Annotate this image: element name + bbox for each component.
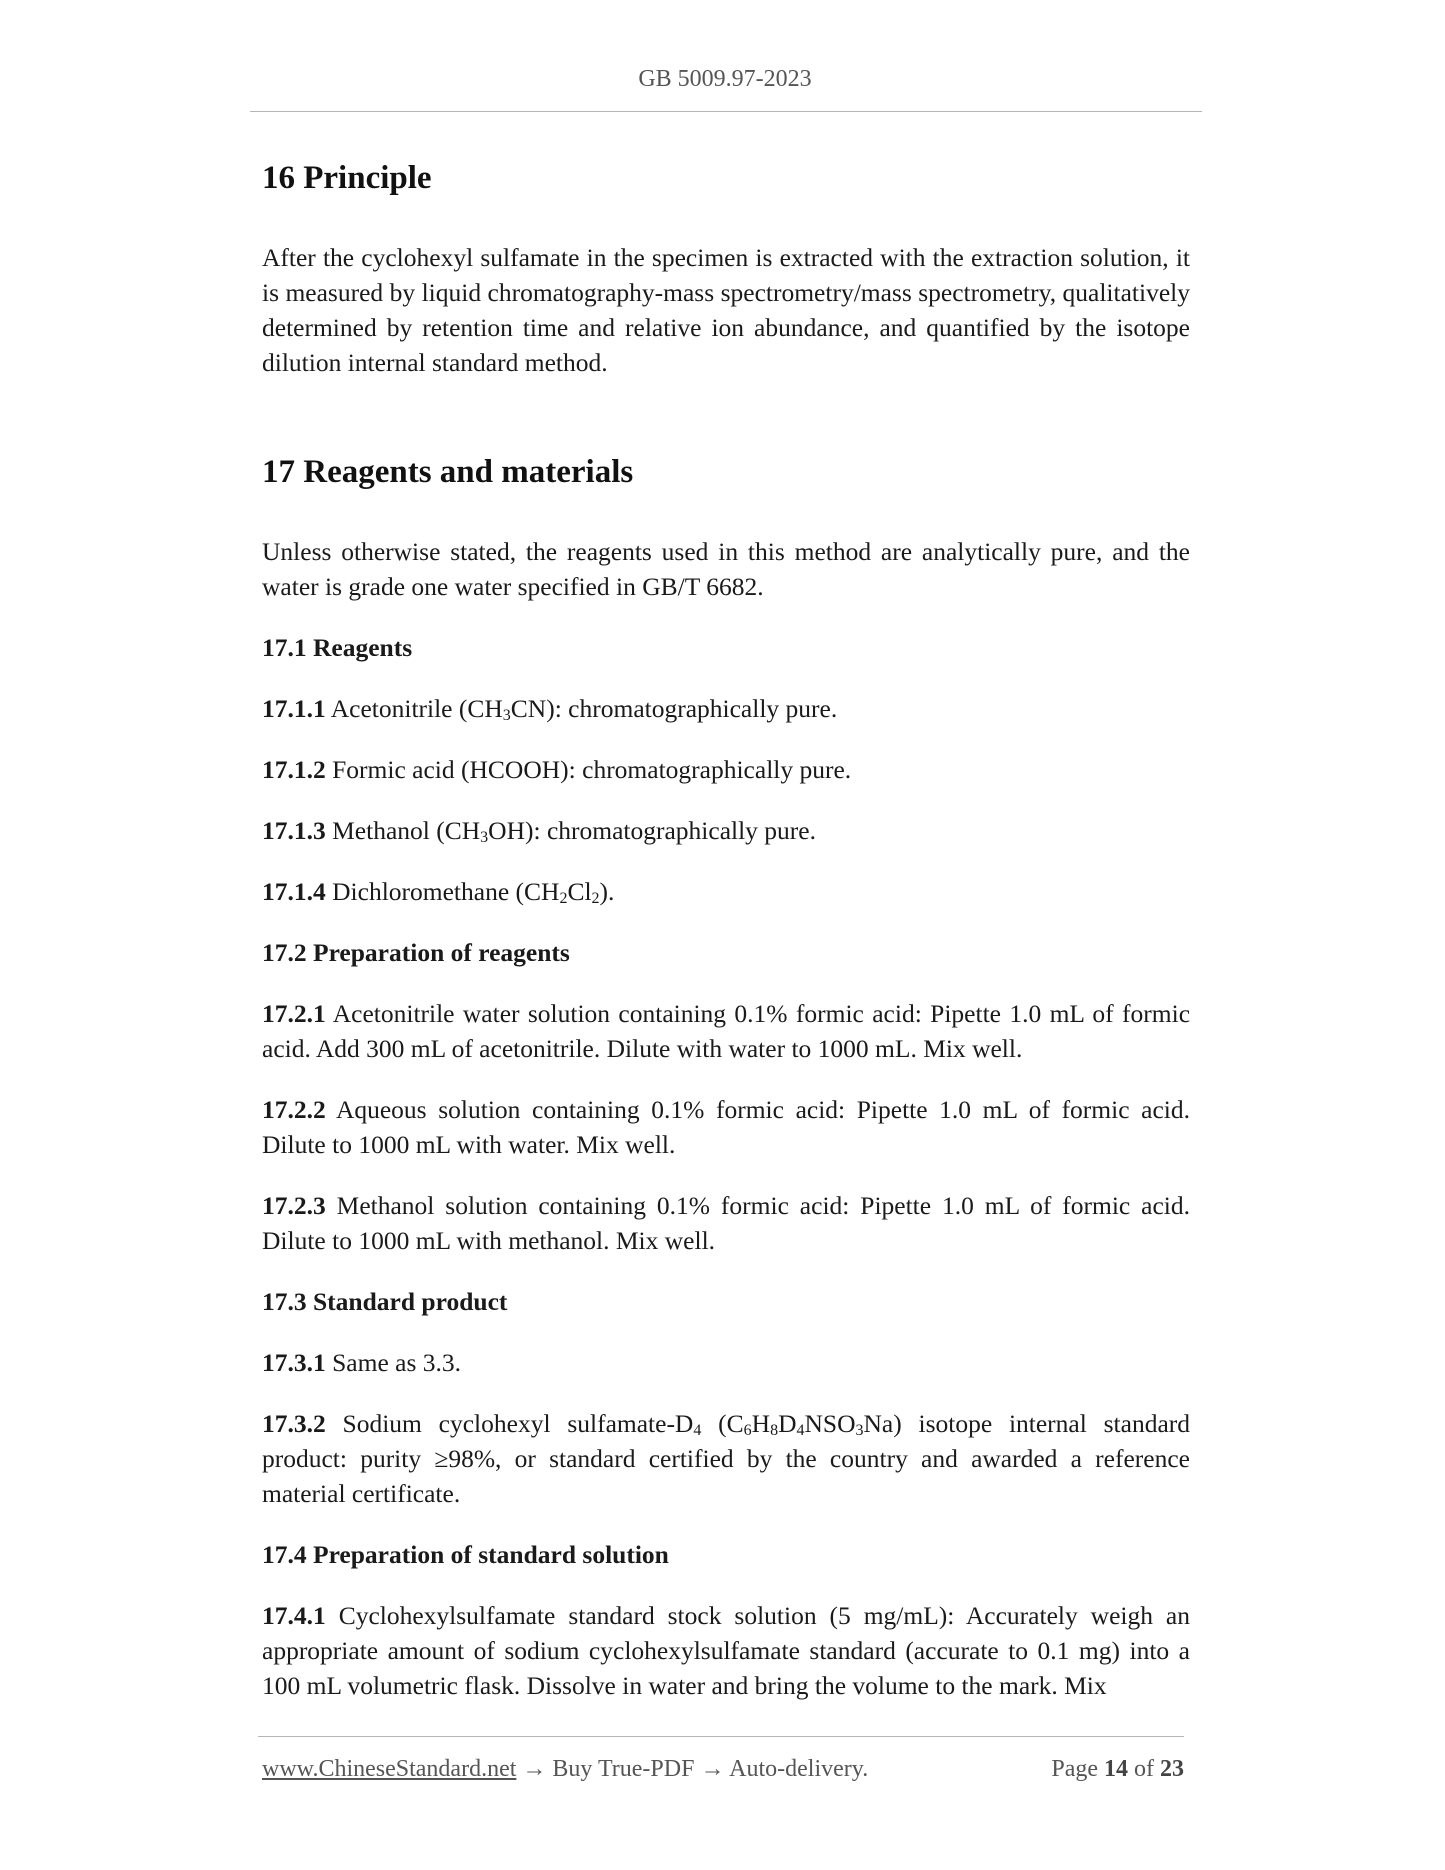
section-17-3-heading: 17.3 Standard product [262,1287,508,1316]
footer-divider [258,1736,1184,1737]
item-number: 17.1.3 [262,816,326,845]
section-16-heading: 16 Principle [262,160,432,196]
page-total: 23 [1160,1756,1184,1782]
section-17-heading: 17 Reagents and materials [262,454,634,490]
section-17-2-heading: 17.2 Preparation of reagents [262,938,570,967]
item-number: 17.1.4 [262,877,326,906]
item-17-3-1: 17.3.1 Same as 3.3. [262,1348,462,1377]
item-number: 17.1.2 [262,755,326,784]
header-divider [250,111,1202,112]
item-17-3-2: 17.3.2 Sodium cyclohexyl sulfamate-D4 (C6H8D4NSO3Na) isotope internal standard product: purity ≥98%, or standard certified by the country and awarded a reference material certificate. [262,1409,1190,1508]
website-link[interactable]: www.ChineseStandard.net [262,1756,517,1782]
item-number: 17.4.1 [262,1601,326,1630]
item-17-1-3: 17.1.3 Methanol (CH3OH): chromatographically pure. [262,816,816,846]
item-number: 17.3.2 [262,1409,326,1438]
page-content [262,152,1190,1703]
page-indicator [1051,1756,1184,1783]
item-number: 17.2.1 [262,999,326,1028]
arrow-right-icon: → [700,1756,725,1782]
item-17-2-3: 17.2.3 Methanol solution containing 0.1% formic acid: Pipette 1.0 mL of formic acid. Dilute to 1000 mL with methanol. Mix well. [262,1191,1190,1255]
item-number: 17.1.1 [262,694,326,723]
section-17-4-heading: 17.4 Preparation of standard solution [262,1540,669,1569]
section-17-intro: Unless otherwise stated, the reagents used in this method are analytically pure, and the water is grade one water specified in GB/T 6682. [262,537,1190,601]
delivery-label: Auto-delivery. [729,1756,869,1782]
section-16-paragraph: After the cyclohexyl sulfamate in the specimen is extracted with the extraction solution, it is measured by liquid chromatography-mass spectrometry/mass spectrometry, qualitatively determined by retention time and relative ion abundance, and quantified by the isotope dilution internal standard method. [262,243,1190,377]
item-17-1-1: 17.1.1 Acetonitrile (CH3CN): chromatographically pure. [262,694,838,724]
page-footer [262,1756,1184,1783]
buy-label: Buy True-PDF [552,1756,695,1782]
header-doc-id: GB 5009.97-2023 [638,66,812,92]
page-label: Page [1051,1756,1098,1782]
page-number: 14 [1104,1756,1128,1782]
item-17-2-1: 17.2.1 Acetonitrile water solution containing 0.1% formic acid: Pipette 1.0 mL of formic acid. Add 300 mL of acetonitrile. Dilute with water to 1000 mL. Mix well. [262,999,1191,1063]
of-label: of [1134,1756,1154,1782]
item-17-2-2: 17.2.2 Aqueous solution containing 0.1% formic acid: Pipette 1.0 mL of formic acid. Dilute to 1000 mL with water. Mix well. [262,1095,1190,1159]
section-17-1-heading: 17.1 Reagents [262,633,413,662]
item-number: 17.3.1 [262,1348,326,1377]
item-number: 17.2.2 [262,1095,326,1124]
item-17-1-2: 17.1.2 Formic acid (HCOOH): chromatographically pure. [262,755,852,784]
arrow-right-icon: → [522,1756,547,1782]
item-number: 17.2.3 [262,1191,326,1220]
item-17-4-1: 17.4.1 Cyclohexylsulfamate standard stock solution (5 mg/mL): Accurately weigh an appropriate amount of sodium cyclohexylsulfamate standard (accurate to 0.1 mg) into a 100 mL volumetric flask. Dissolve in water and bring the volume to the mark. Mix [262,1601,1190,1700]
footer-left [262,1756,868,1783]
item-17-1-4: 17.1.4 Dichloromethane (CH2Cl2). [262,877,615,907]
